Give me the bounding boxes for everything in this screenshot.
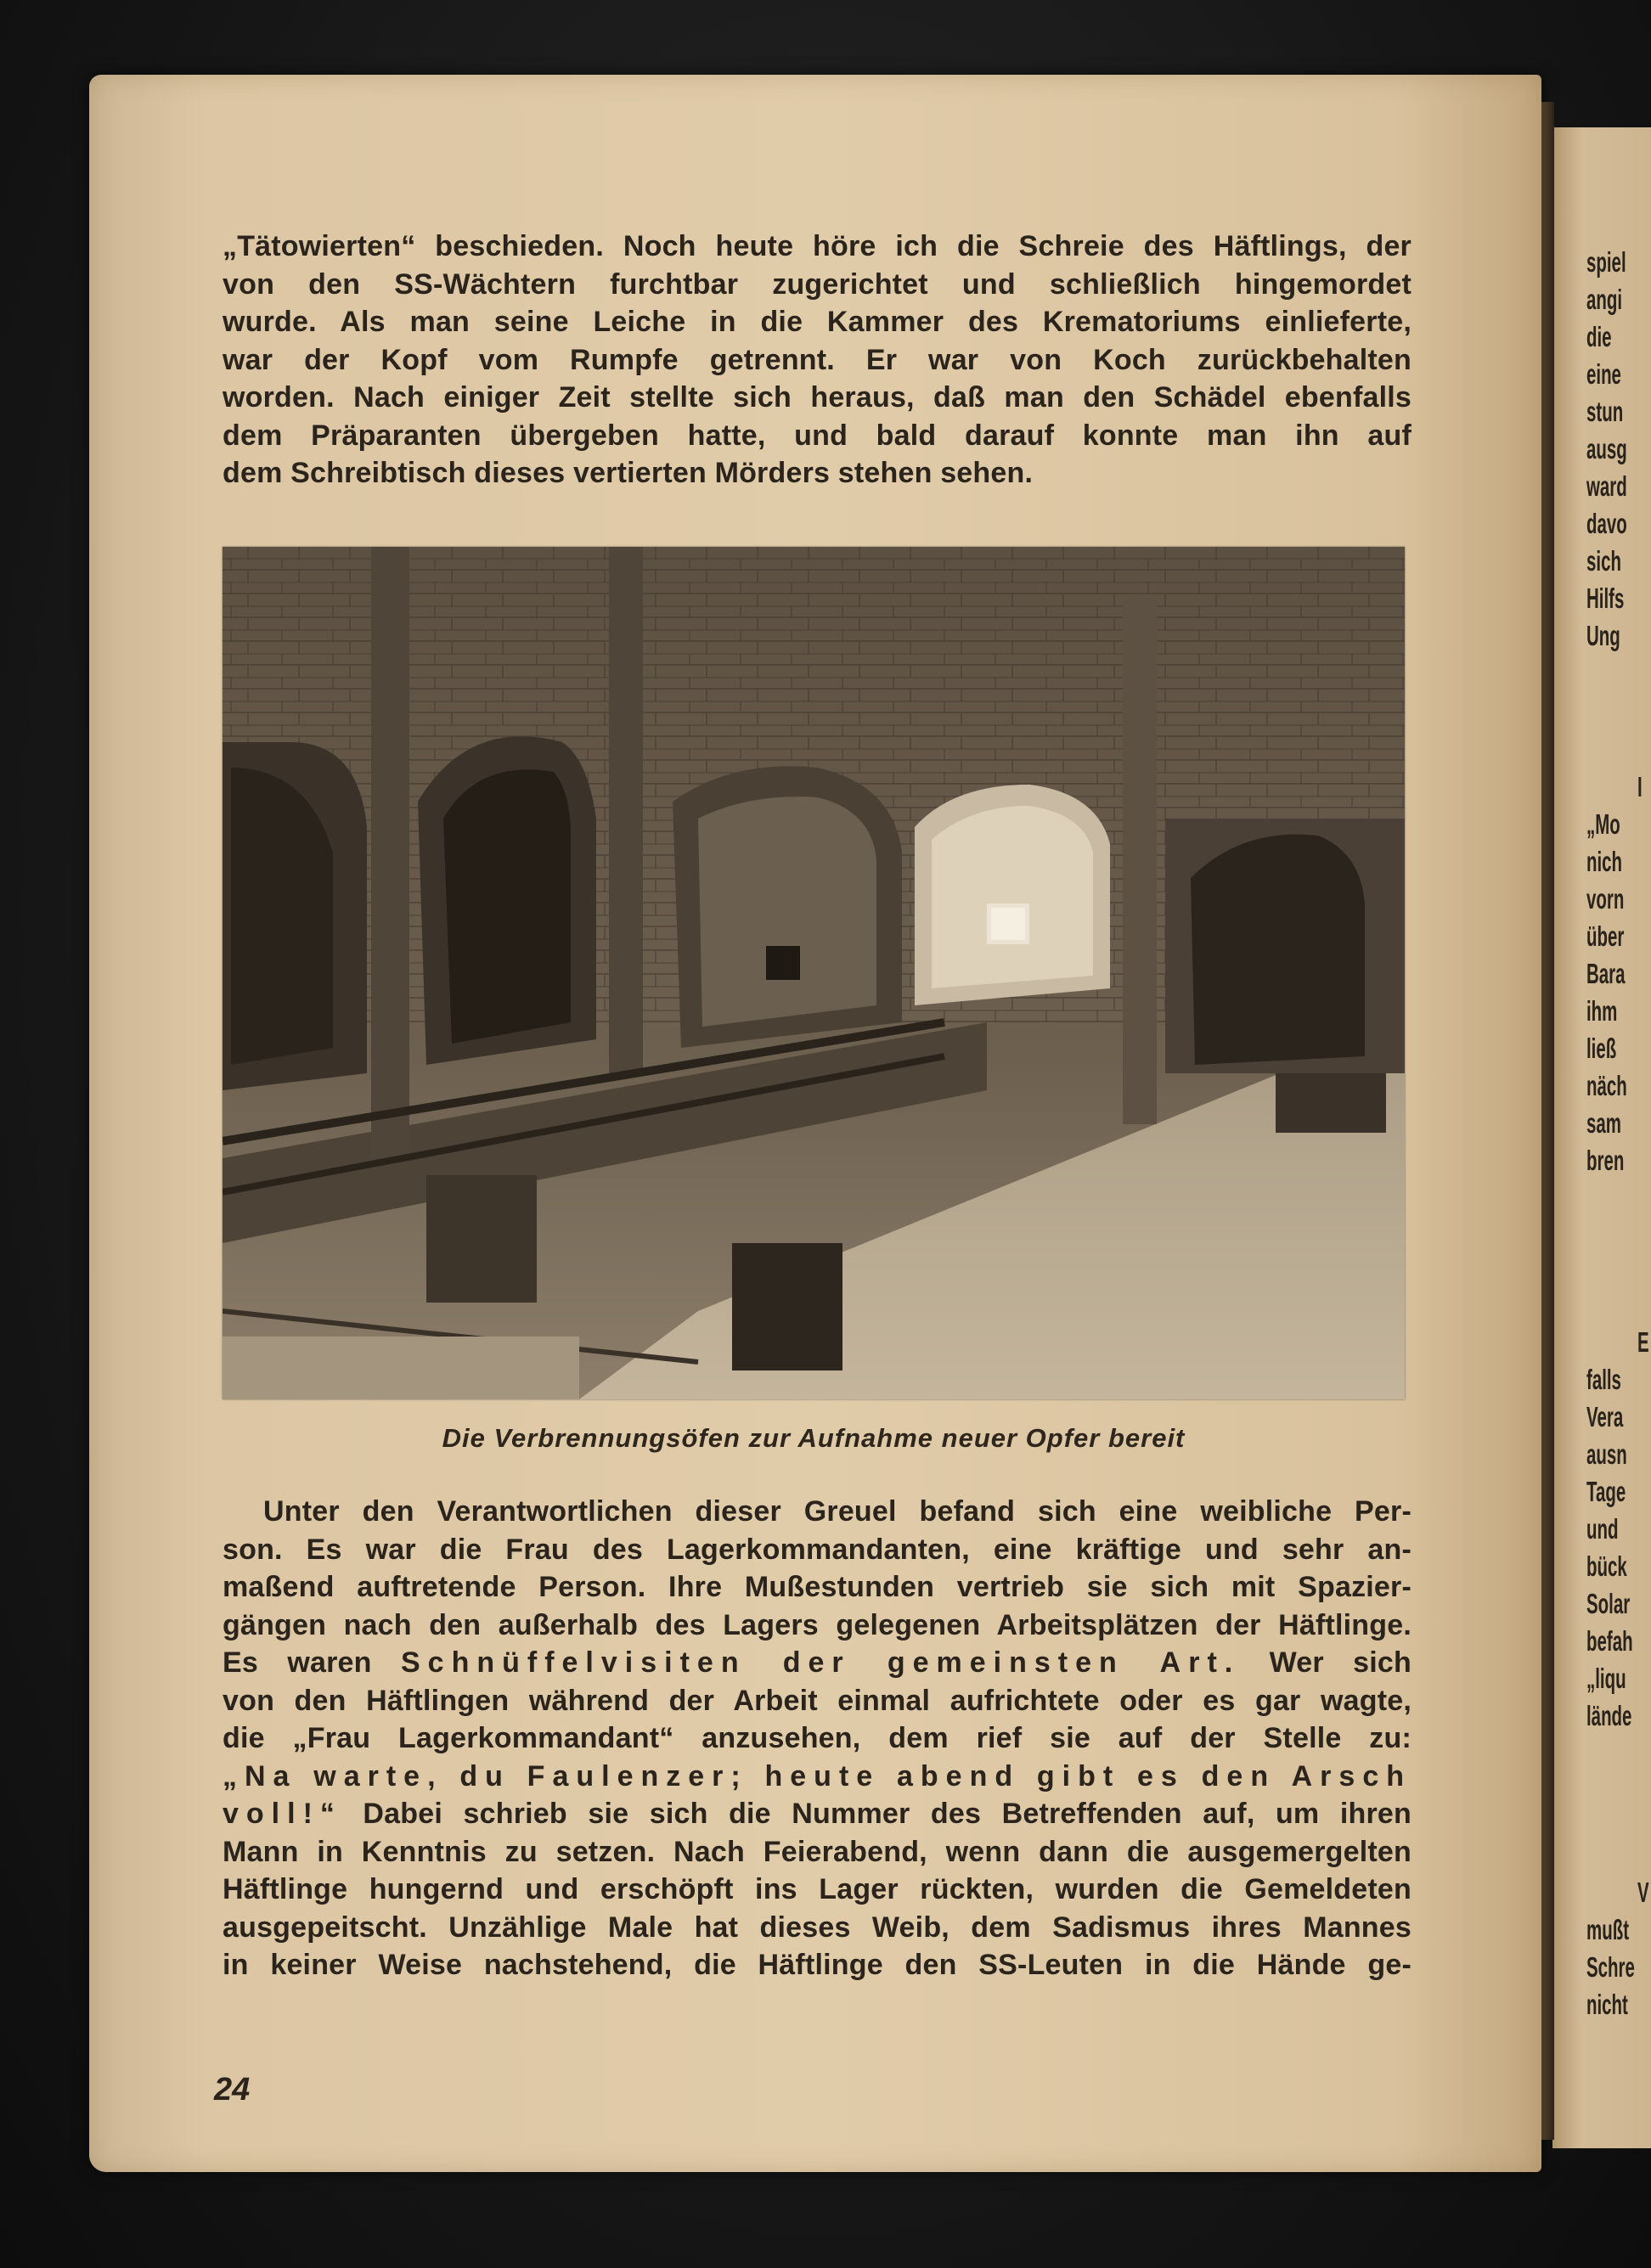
spaced-emphasis: voll!“: [223, 1798, 342, 1830]
fragment: Vera: [1586, 1401, 1624, 1432]
fragment: bren: [1586, 1145, 1625, 1176]
spaced-emphasis: Schnüffelvisiten der gemeinsten Art.: [400, 1646, 1241, 1679]
fragment: Schre: [1586, 1951, 1635, 1983]
text-line: von den SS-Wächtern furchtbar zugerichtet und schließlich hingemordet: [223, 267, 1412, 301]
text-line: son. Es war die Frau des Lagerkommandanten, eine kräftige und sehr an-: [223, 1533, 1412, 1566]
fragment: V: [1637, 1877, 1649, 1908]
fragment: die: [1586, 321, 1612, 352]
fragment: ausn: [1586, 1438, 1627, 1470]
fragment: Bara: [1586, 958, 1626, 989]
fragment: stun: [1586, 396, 1624, 427]
text-line: „Tätowierten“ beschieden. Noch heute höre ich die Schreie des Häftlings, der: [223, 230, 1412, 262]
fragment: nicht: [1586, 1989, 1628, 2020]
text-line: dem Schreibtisch dieses vertierten Mörders stehen sehen.: [223, 457, 1034, 489]
fragment: ausg: [1586, 433, 1627, 464]
fragment: Solar: [1586, 1588, 1631, 1619]
fragment: angi: [1586, 284, 1623, 315]
text-line: Häftlinge hungernd und erschöpft ins Lager rückten, wurden die Gemeldeten: [223, 1873, 1412, 1905]
text-line: worden. Nach einiger Zeit stellte sich heraus, daß man den Schädel ebenfalls: [223, 381, 1412, 414]
fragment: davo: [1586, 508, 1627, 539]
fragment: I: [1637, 771, 1643, 802]
fragment: näch: [1586, 1070, 1627, 1101]
fragment: Ung: [1586, 620, 1620, 651]
text-line: [223, 1795, 1412, 1833]
fragment: sam: [1586, 1107, 1621, 1139]
fragment: „liqu: [1586, 1663, 1626, 1694]
bottom-paragraph: [223, 1493, 1412, 1984]
fragment: falls: [1586, 1364, 1621, 1395]
fragment: E: [1637, 1326, 1649, 1358]
fragment: mußt: [1586, 1914, 1630, 1945]
text-line: Unter den Verantwortlichen dieser Greuel befand sich eine weibliche Per-: [263, 1495, 1412, 1528]
fragment: bück: [1586, 1550, 1627, 1582]
text-line: war der Kopf vom Rumpfe getrennt. Er war von Koch zurückbehalten: [223, 343, 1412, 376]
page-number: 24: [214, 2072, 251, 2108]
text-line: gängen nach den außerhalb des Lagers gelegenen Arbeitsplätzen der Häftlinge.: [223, 1608, 1412, 1641]
spaced-emphasis-line: „Na warte, du Faulenzer; heute abend gibt es den Arsch: [223, 1759, 1412, 1792]
text-line: maßend auftretende Person. Ihre Mußestunden vertrieb sie sich mit Spazier-: [223, 1571, 1412, 1603]
fragment: über: [1586, 920, 1625, 952]
photo-drawing: [223, 547, 1405, 1399]
fragment: ließ: [1586, 1033, 1617, 1064]
text-line: ausgepeitscht. Unzählige Male hat dieses Weib, dem Sadismus ihres Mannes: [223, 1911, 1412, 1944]
text-segment: Dabei schrieb sie sich die Nummer des Betreffenden auf, um ihren: [363, 1798, 1412, 1830]
fragment: eine: [1586, 358, 1621, 390]
fragment: und: [1586, 1513, 1619, 1545]
crematorium-ovens-photo: [223, 547, 1405, 1399]
fragment: Tage: [1586, 1476, 1626, 1507]
fragment: ward: [1586, 470, 1627, 502]
fragment: spiel: [1586, 246, 1626, 278]
photo-caption: Die Verbrennungsöfen zur Aufnahme neuer Opfer bereit: [442, 1423, 1186, 1453]
text-line: [223, 1644, 1412, 1682]
fragment: „Mo: [1586, 808, 1620, 840]
fragment: befah: [1586, 1625, 1633, 1657]
fragment: sich: [1586, 545, 1621, 577]
fragment: lände: [1586, 1700, 1632, 1731]
text-segment: Es waren: [223, 1646, 372, 1679]
fragment: Hilfs: [1586, 582, 1625, 614]
adjacent-page: [1552, 127, 1651, 2148]
top-paragraph: [223, 228, 1412, 492]
text-line: Mann in Kenntnis zu setzen. Nach Feierabend, wenn dann die ausgemergelten: [223, 1835, 1412, 1868]
fragment: ihm: [1586, 995, 1618, 1027]
fragment: nich: [1586, 846, 1623, 877]
text-line: dem Präparanten übergeben hatte, und bald darauf konnte man ihn auf: [223, 419, 1412, 452]
text-line: von den Häftlingen während der Arbeit einmal aufrichtete oder es gar wagte,: [223, 1684, 1412, 1717]
text-line: die „Frau Lagerkommandant“ anzusehen, dem rief sie auf der Stelle zu:: [223, 1722, 1412, 1754]
text-line: wurde. Als man seine Leiche in die Kammer des Krematoriums einlieferte,: [223, 306, 1412, 338]
text-line: in keiner Weise nachstehend, die Häftlinge den SS-Leuten in die Hände ge-: [223, 1949, 1412, 1981]
text-segment: Wer sich: [1269, 1646, 1412, 1679]
fragment: vorn: [1586, 883, 1625, 915]
